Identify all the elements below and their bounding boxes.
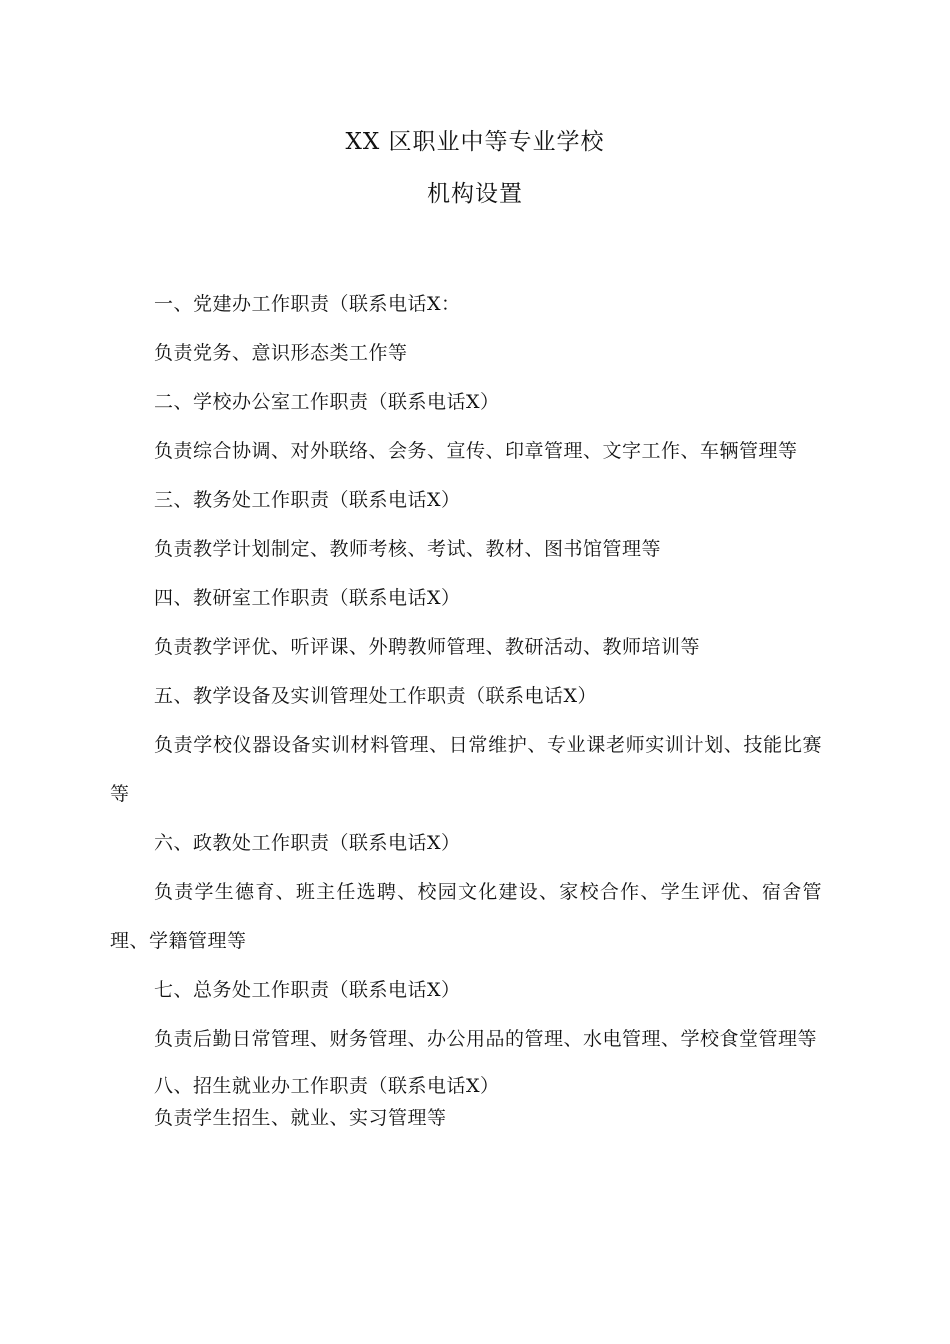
section-description: 负责学生德育、班主任选聘、校园文化建设、家校合作、学生评优、宿舍管理、学籍管理等 <box>110 881 822 952</box>
section-heading: 二、学校办公室工作职责（联系电话X） <box>154 391 500 413</box>
section-description: 负责教学评优、听评课、外聘教师管理、教研活动、教师培训等 <box>154 636 701 658</box>
section-description: 负责学校仪器设备实训材料管理、日常维护、专业课老师实训计划、技能比赛等 <box>110 734 822 805</box>
section-description: 负责后勤日常管理、财务管理、办公用品的管理、水电管理、学校食堂管理等 <box>154 1028 818 1050</box>
section-teaching-research <box>110 574 822 672</box>
section-description: 负责教学计划制定、教师考核、考试、教材、图书馆管理等 <box>154 538 662 560</box>
document-title: XX 区职业中等专业学校 <box>345 129 605 155</box>
section-description: 负责学生招生、就业、实习管理等 <box>154 1107 447 1129</box>
section-heading: 八、招生就业办工作职责（联系电话X） <box>154 1075 500 1097</box>
section-admissions-employment <box>110 1064 822 1132</box>
section-party-office <box>110 280 822 378</box>
section-heading: 四、教研室工作职责（联系电话X） <box>154 587 461 609</box>
section-school-office <box>110 378 822 476</box>
document-subtitle: 机构设置 <box>427 181 523 207</box>
section-heading: 五、教学设备及实训管理处工作职责（联系电话X） <box>154 685 598 707</box>
section-academic-affairs <box>110 476 822 574</box>
section-description: 负责党务、意识形态类工作等 <box>154 342 408 364</box>
section-student-affairs <box>110 819 822 966</box>
section-general-affairs <box>110 966 822 1064</box>
section-heading: 七、总务处工作职责（联系电话X） <box>154 979 461 1001</box>
section-equipment-training <box>110 672 822 819</box>
section-heading: 一、党建办工作职责（联系电话X： <box>154 293 461 315</box>
section-heading: 六、政教处工作职责（联系电话X） <box>154 832 461 854</box>
section-heading: 三、教务处工作职责（联系电话X） <box>154 489 461 511</box>
section-description: 负责综合协调、对外联络、会务、宣传、印章管理、文字工作、车辆管理等 <box>154 440 798 462</box>
document-body <box>110 280 822 1132</box>
